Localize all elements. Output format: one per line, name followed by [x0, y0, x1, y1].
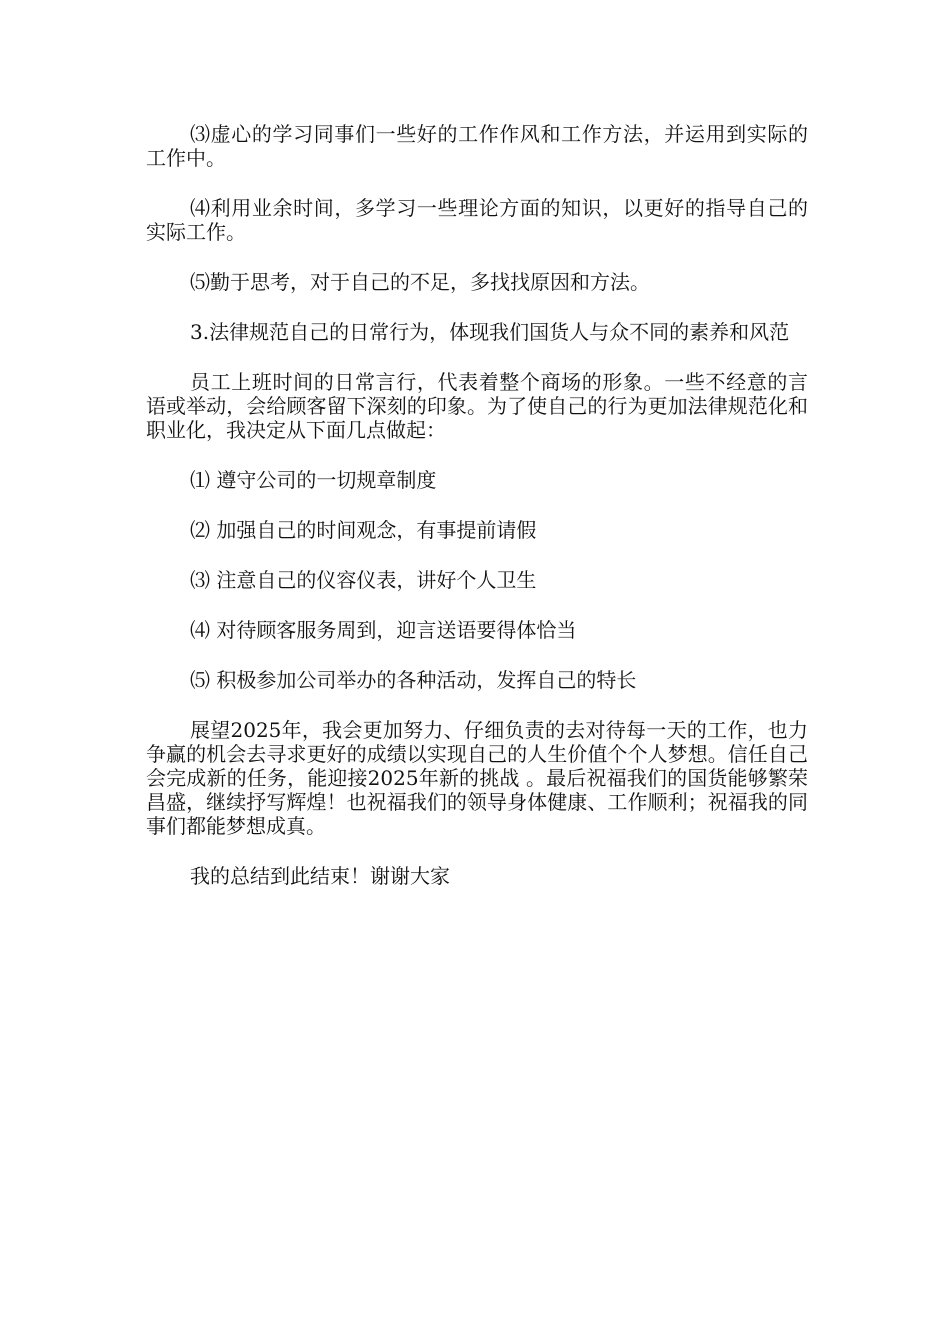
paragraph-study-colleagues: ⑶虚心的学习同事们一些好的工作作风和工作方法，并运用到实际的工作中。: [146, 122, 808, 170]
paragraph-employee-conduct: 员工上班时间的日常言行，代表着整个商场的形象。一些不经意的言语或举动，会给顾客留下深刻的印象。为了使自己的行为更加法律规范化和职业化，我决定从下面几点做起：: [146, 370, 808, 442]
paragraph-think-diligently: ⑸勤于思考，对于自己的不足，多找找原因和方法。: [190, 270, 650, 294]
list-item-appearance: ⑶ 注意自己的仪容仪表，讲好个人卫生: [190, 568, 537, 592]
paragraph-closing: 我的总结到此结束！谢谢大家: [190, 864, 450, 888]
list-item-service: ⑷ 对待顾客服务周到，迎言送语要得体恰当: [190, 618, 577, 642]
paragraph-spare-time-learning: ⑷利用业余时间，多学习一些理论方面的知识，以更好的指导自己的实际工作。: [146, 196, 808, 244]
document-body: [146, 122, 808, 914]
paragraph-outlook: 展望2025年，我会更加努力、仔细负责的去对待每一天的工作，也力争赢的机会去寻求更好的成绩以实现自己的人生价值个个人梦想。信任自己会完成新的任务，能迎接2025年新的挑战 。最后祝福我们的国货能够繁荣昌盛，继续抒写辉煌！也祝福我们的领导身体健康、工作顺利；祝福我的同事们都能梦想成真。: [146, 718, 808, 838]
list-item-activities: ⑸ 积极参加公司举办的各种活动，发挥自己的特长: [190, 668, 637, 692]
list-item-time: ⑵ 加强自己的时间观念，有事提前请假: [190, 518, 537, 542]
list-item-rules: ⑴ 遵守公司的一切规章制度: [190, 468, 437, 492]
section-heading-behavior: 3.法律规范自己的日常行为，体现我们国货人与众不同的素养和风范: [190, 320, 790, 344]
